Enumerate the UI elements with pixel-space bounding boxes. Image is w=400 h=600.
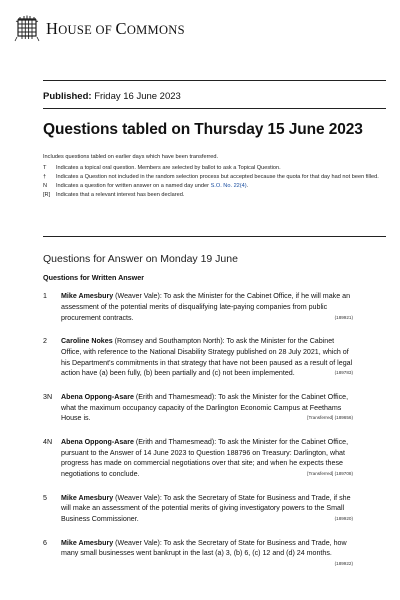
portcullis-logo-icon: [14, 15, 40, 43]
legend-item: [43, 191, 388, 200]
legend-intro: Includes questions tabled on earlier days which have been transferred.: [43, 154, 219, 160]
legend-item: N Indicates a question for written answer on a named day under S.O. No. 22(4).: [43, 183, 249, 189]
divider: [43, 108, 386, 109]
legend-text: Indicates a topical oral question. Members are selected by ballot to ask a Topical Question.: [56, 165, 281, 171]
question-ref: (189920): [334, 516, 353, 522]
question-item: [43, 538, 353, 570]
question-ref: [Transferred] (189708): [307, 471, 353, 477]
section-title: Questions for Answer on Monday 19 June: [43, 253, 238, 265]
question-ref: (189921): [334, 314, 353, 320]
question-text: To ask the Minister for the Cabinet Office, what the maximum occupancy capacity of the Darlington Economic Campus at Feethams House is.: [61, 392, 349, 423]
question-number: 5: [43, 493, 47, 502]
published-label: Published:: [43, 91, 92, 102]
legend-symbol: [R]: [43, 192, 51, 198]
question-text: To ask the Minister for the Cabinet Office, with reference to the National Disability Strategy published on 28 July 2021, which of his Department's commitments in that strategy that have not been paused as a result of legal action have (a) been fully, (b) been partially and (c) not been implemented.: [61, 336, 353, 378]
house-name: HOUSE OF COMMONS: [46, 19, 185, 38]
member-name: Mike Amesbury: [61, 292, 114, 300]
constituency: (Romsey and Southampton North):: [114, 336, 225, 345]
question-text: To ask the Secretary of State for Business and Trade, if she will make an assessment of the potential merits of giving investigatory powers to the Small Business Commissioner.: [61, 493, 351, 524]
legend-text: Indicates a Question not included in the random selection process but accepted because the quota for that day had not been filled.: [56, 174, 379, 180]
question-item: [43, 392, 353, 424]
member-name: Abena Oppong-Asare: [61, 437, 134, 446]
standing-order-link[interactable]: S.O. No. 22(4): [210, 183, 247, 189]
question-list: [43, 291, 353, 583]
question-number: 3N: [43, 392, 53, 401]
question-number: 1: [43, 292, 47, 300]
member-name: Mike Amesbury: [61, 538, 114, 547]
question-number: 6: [43, 538, 47, 547]
constituency: (Erith and Thamesmead):: [135, 392, 217, 401]
question-ref: (189922): [334, 561, 353, 567]
question-text: To ask the Secretary of State for Business and Trade, how many small businesses went bankrupt in the last (a) 3, (b) 6, (c) 12 and (d) 24 months.: [61, 538, 347, 558]
legend-text: Indicates that a relevant interest has been declared.: [56, 192, 185, 198]
question-text: To ask the Minister for the Cabinet Office, if he will make an assessment of the potential merits of disqualifying late-paying companies from public procurement contracts.: [61, 292, 351, 322]
divider: [43, 80, 386, 81]
constituency: (Erith and Thamesmead):: [135, 437, 217, 446]
question-number: 4N: [43, 437, 53, 446]
page-title: Questions tabled on Thursday 15 June 2023: [43, 121, 363, 138]
member-name: Caroline Nokes: [61, 336, 113, 345]
site-header: [14, 14, 185, 44]
question-text: To ask the Minister for the Cabinet Office, pursuant to the Answer of 14 June 2023 to Question 188796 on Treasury: Darlington, what progress has made on commercial negotiations over that site; and when he expects these negotiations to conclude.: [61, 437, 349, 479]
question-ref: [Transferred] (189656): [307, 415, 353, 421]
constituency: (Weaver Vale):: [115, 292, 162, 300]
question-item: [43, 493, 353, 525]
legend: [43, 153, 388, 200]
question-item: [43, 437, 353, 480]
question-item: [43, 291, 353, 323]
question-ref: (189783): [334, 370, 353, 376]
legend-item: [43, 173, 388, 182]
legend-symbol: T: [43, 165, 47, 171]
published-date: Friday 16 June 2023: [94, 91, 181, 102]
member-name: Mike Amesbury: [61, 493, 114, 502]
constituency: (Weaver Vale):: [115, 493, 162, 502]
legend-text: Indicates a question for written answer on a named day under: [56, 183, 209, 189]
question-number: 2: [43, 336, 47, 345]
constituency: (Weaver Vale):: [115, 538, 162, 547]
member-name: Abena Oppong-Asare: [61, 392, 134, 401]
published-line: [43, 91, 181, 102]
divider: [43, 236, 386, 237]
legend-symbol: †: [43, 174, 47, 180]
legend-item: [43, 164, 388, 173]
question-item: [43, 336, 353, 379]
subsection-title: Questions for Written Answer: [43, 273, 145, 282]
legend-symbol: N: [43, 183, 48, 189]
